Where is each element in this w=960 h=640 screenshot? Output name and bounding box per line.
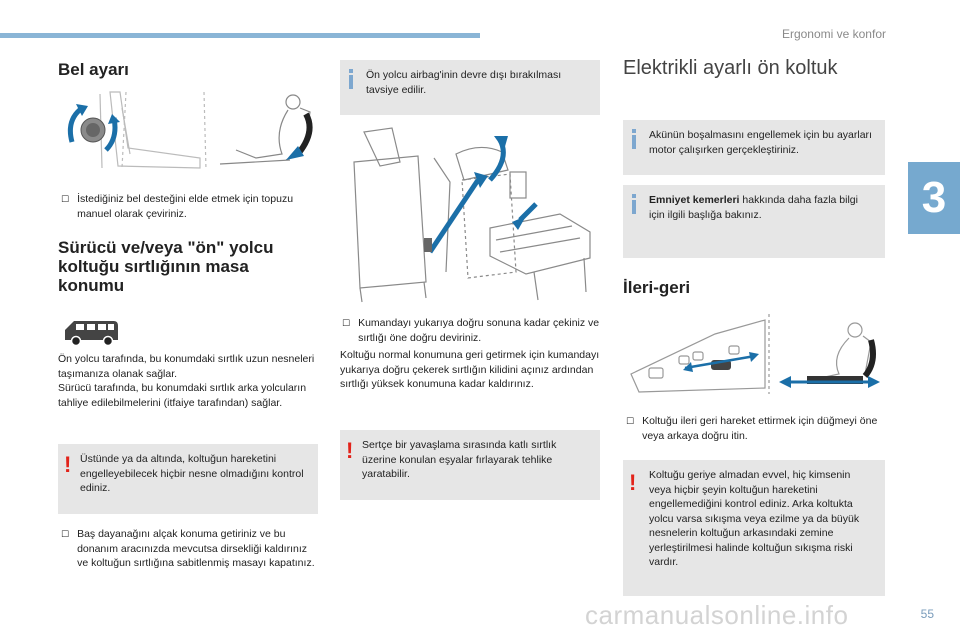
check-box-icon: ☐ [61,195,70,205]
page-number: 55 [920,607,934,621]
watermark: carmanualsonline.info [585,600,849,630]
table-position-para-1: Ön yolcu tarafında, bu konumdaki sırtlık uzun nesneleri taşımanıza olanak sağlar. [58,353,315,380]
fore-aft-illustration [625,312,880,396]
info-icon [349,69,353,89]
warning-box-left [58,444,318,514]
warning-box-middle [340,430,600,500]
info-box-seatbelts [623,185,885,258]
fold-instruction-text: Kumandayı yukarıya doğru sonuna kadar çekiniz ve sırtlığı öne doğru deviriniz. [358,317,600,344]
warning-right-text: Koltuğu geriye almadan evvel, hiç kimsenin veya hiçbir şeyin koltuğun hareketini engellemediğini kontrol ediniz. Arka koltukta yolcu varsa sıkışma veya ezilme ya da büyük nesnelerin koltuğun arkasındaki zemine yerleştirilmesi halinde koltuğun sıkışma riski vardır. [649,469,860,568]
electric-seat-heading: Elektrikli ayarlı ön koltuk [623,57,838,79]
fore-aft-instruction-text: Koltuğu ileri geri hareket ettirmek için düğmeyi öne veya arkaya doğru itin. [642,415,878,442]
lumbar-heading: Bel ayarı [58,60,129,79]
van-icon [62,318,120,346]
warning-icon: ! [64,452,72,477]
warning-icon: ! [346,438,354,463]
info-box-airbag [340,60,600,115]
lumbar-instruction-text: İstediğiniz bel desteğini elde etmek için topuzu manuel olarak çeviriniz. [77,193,294,220]
info-seatbelts-text [649,193,875,222]
header-accent-bar [0,33,480,38]
section-title: Ergonomi ve konfor [781,27,886,41]
lumbar-illustration [60,88,320,174]
fore-aft-instruction [626,414,881,443]
seatbelts-bold: Emniyet kemerleri [649,194,740,206]
headrest-instruction-text: Baş dayanağını alçak konuma getiriniz ve bu donanım aracınızda mevcutsa dirsekliği kaldırınız ve koltuğun sırtlığına sabitlenmiş masayı kapatınız. [77,528,315,569]
info-battery-text: Akünün boşalmasını engellemek için bu ayarları motor çalışırken gerçekleştiriniz. [649,129,872,156]
warning-icon: ! [629,470,637,495]
info-box-battery [623,120,885,175]
table-position-para-2: Sürücü tarafında, bu konumdaki sırtlık arka yolcuların tahliye edilebilmelerini (itfaiye tarafından) sağlar. [58,382,307,409]
headrest-instruction [61,527,321,571]
fold-instruction [342,316,602,345]
warning-middle-text: Sertçe bir yavaşlama sırasında katlı sırtlık üzerine konulan eşyalar fırlayarak tehlike yaratabilir. [362,439,557,480]
info-airbag-text: Ön yolcu airbag'inin devre dışı bırakılması tavsiye edilir. [366,69,562,96]
check-box-icon: ☐ [626,417,635,427]
info-icon [632,129,636,149]
check-box-icon: ☐ [342,319,351,329]
chapter-tab: 3 [908,162,960,234]
seatbelts-rest: hakkında daha fazla bilgi için ilgili başlığa bakınız. [649,194,858,221]
seat-fold-illustration [340,122,600,306]
warning-left-text: Üstünde ya da altında, koltuğun hareketini engelleyebilecek hiçbir nesne olmadığını kontrol ediniz. [80,453,304,494]
table-position-heading: Sürücü ve/veya "ön" yolcu koltuğu sırtlığının masa konumu [58,238,274,295]
lumbar-instruction [61,192,311,221]
restore-paragraph: Koltuğu normal konumuna geri getirmek için kumandayı yukarıya doğru çekerek sırtlığın kilidini açınız ardından sırtlığı yüksek konumuna kadar kaldırınız. [340,349,600,390]
check-box-icon: ☐ [61,530,70,540]
info-icon [632,194,636,214]
warning-box-right [623,460,885,596]
fore-aft-heading: İleri-geri [623,278,691,297]
